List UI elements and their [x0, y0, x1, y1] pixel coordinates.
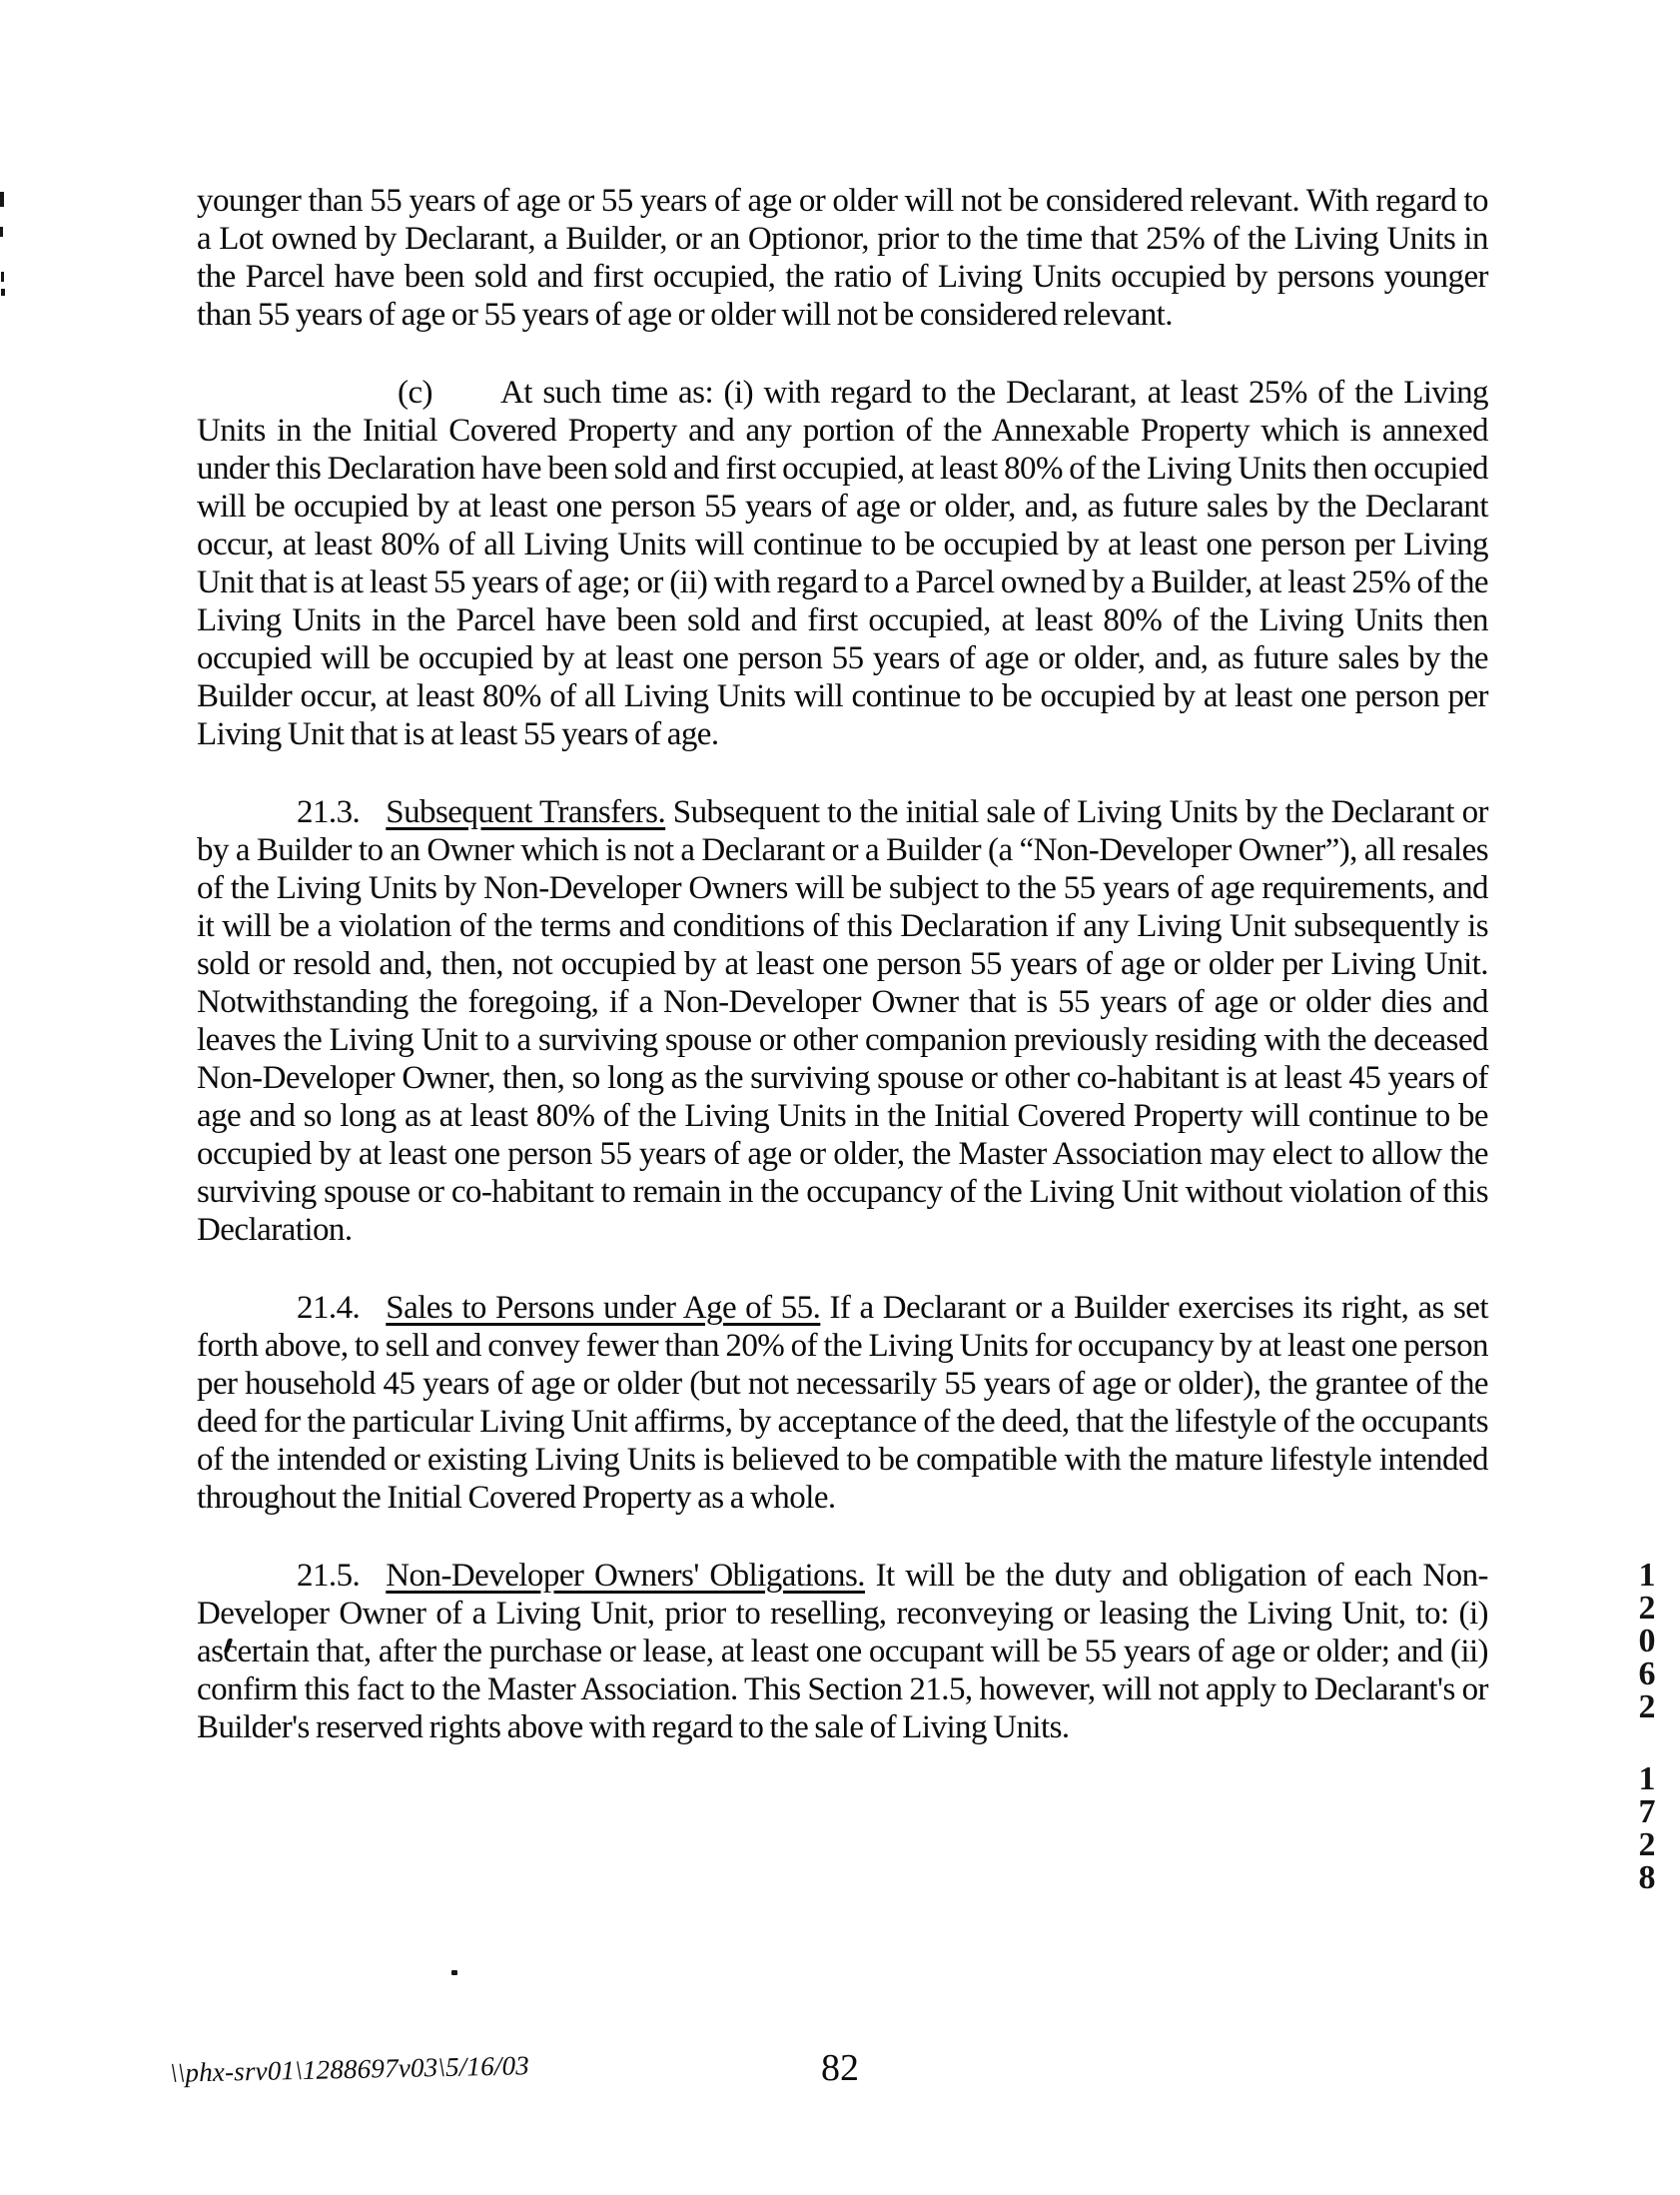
recorder-stamp-group-1 [1630, 1559, 1664, 1723]
section-body: Subsequent to the initial sale of Living Units by the Declarant or by a Builder to an Owner which is not a Declarant or a Builder (a “Non-Developer Owner”), all resales of the Living Units by Non-Developer Owners will be subject to the 55 years of age requirements, and it will be a violation of the terms and conditions of this Declaration if any Living Unit subsequently is sold or resold and, then, not occupied by at least one person 55 years of age or older per Living Unit. Notwithstanding the foregoing, if a Non-Developer Owner that is 55 years of age or older dies and leaves the Living Unit to a surviving spouse or other companion previously residing with the deceased Non-Developer Owner, then, so long as the surviving spouse or other co-habitant is at least 45 years of age and so long as at least 80% of the Living Units in the Initial Covered Property will continue to be occupied by at least one person 55 years of age or older, the Master Association may elect to allow the surviving spouse or co-habitant to remain in the occupancy of the Living Unit without violation of this Declaration. [197, 794, 1488, 1248]
section-body: It will be the duty and obligation of each Non-Developer Owner of a Living Unit, prior to reselling, reconveying or leasing the Living Unit, to: (i) ascertain that, after the purchase or lease, at least one occupant will be 55 years of age or older; and (ii) confirm this fact to the Master Association. This Section 21.5, however, will not apply to Declarant's or Builder's reserved rights above with regard to the sale of Living Units. [197, 1558, 1488, 1745]
section-title: Subsequent Transfers. [386, 794, 666, 830]
recorder-stamp-digit: 0 [1638, 1623, 1656, 1659]
recorder-stamp-group-2 [1630, 1762, 1664, 1894]
subsection-label: (c) [398, 375, 432, 411]
recorder-stamp [1630, 1559, 1664, 1894]
section-21-5 [197, 1557, 1488, 1746]
section-number: 21.3. [297, 794, 361, 830]
scan-mark [1, 272, 4, 282]
section-title: Non-Developer Owners' Obligations. [386, 1558, 865, 1594]
section-21-4 [197, 1289, 1488, 1517]
paragraph-continuation: younger than 55 years of age or 55 years of age or older will not be considered relevant. With regard to a Lot owned by Declarant, a Builder, or an Optionor, prior to the time that 25% of the Living Units in the Parcel have been sold and first occupied, the ratio of Living Units occupied by persons younger than 55 years of age or 55 years of age or older will not be considered relevant. [197, 183, 1488, 333]
section-number: 21.5. [297, 1558, 361, 1594]
section-title: Sales to Persons under Age of 55. [386, 1290, 821, 1326]
recorder-stamp-digit: 7 [1638, 1793, 1656, 1830]
paragraph-subsection-c [197, 374, 1488, 753]
section-21-3 [197, 793, 1488, 1249]
section-number: 21.4. [297, 1290, 361, 1326]
page-number: 82 [821, 2047, 859, 2089]
recorder-stamp-digit: 8 [1638, 1859, 1656, 1896]
recorder-stamp-digit: 2 [1638, 1590, 1656, 1627]
subsection-body: At such time as: (i) with regard to the Declarant, at least 25% of the Living Units in the Initial Covered Property and any portion of the Annexable Property which is annexed under this Declaration have been sold and first occupied, at least 80% of the Living Units then occupied will be occupied by at least one person 55 years of age or older, and, as future sales by the Declarant occur, at least 80% of all Living Units will continue to be occupied by at least one person per Living Unit that is at least 55 years of age; or (ii) with regard to a Parcel owned by a Builder, at least 25% of the Living Units in the Parcel have been sold and first occupied, at least 80% of the Living Units then occupied will be occupied by at least one person 55 years of age or older, and, as future sales by the Builder occur, at least 80% of all Living Units will continue to be occupied by at least one person per Living Unit that is at least 55 years of age. [197, 375, 1488, 752]
recorder-stamp-digit: 2 [1638, 1688, 1656, 1725]
footer-file-reference: \\phx-srv01\1288697v03\5/16/03 [169, 2050, 530, 2088]
recorder-stamp-digit: 2 [1638, 1826, 1656, 1863]
scan-mark [1, 289, 5, 296]
scan-mark [451, 1970, 457, 1975]
recorder-stamp-digit: 1 [1638, 1760, 1656, 1797]
scan-mark [0, 227, 3, 237]
recorder-stamp-digit: 1 [1638, 1557, 1656, 1594]
scan-mark [0, 192, 4, 207]
document-body [197, 182, 1488, 1786]
section-body: If a Declarant or a Builder exercises its right, as set forth above, to sell and convey fewer than 20% of the Living Units for occupancy by at least one person per household 45 years of age or older (but not necessarily 55 years of age or older), the grantee of the deed for the particular Living Unit affirms, by acceptance of the deed, that the lifestyle of the occupants of the intended or existing Living Units is believed to be compatible with the mature lifestyle intended throughout the Initial Covered Property as a whole. [197, 1290, 1489, 1516]
recorder-stamp-digit: 6 [1638, 1655, 1656, 1692]
